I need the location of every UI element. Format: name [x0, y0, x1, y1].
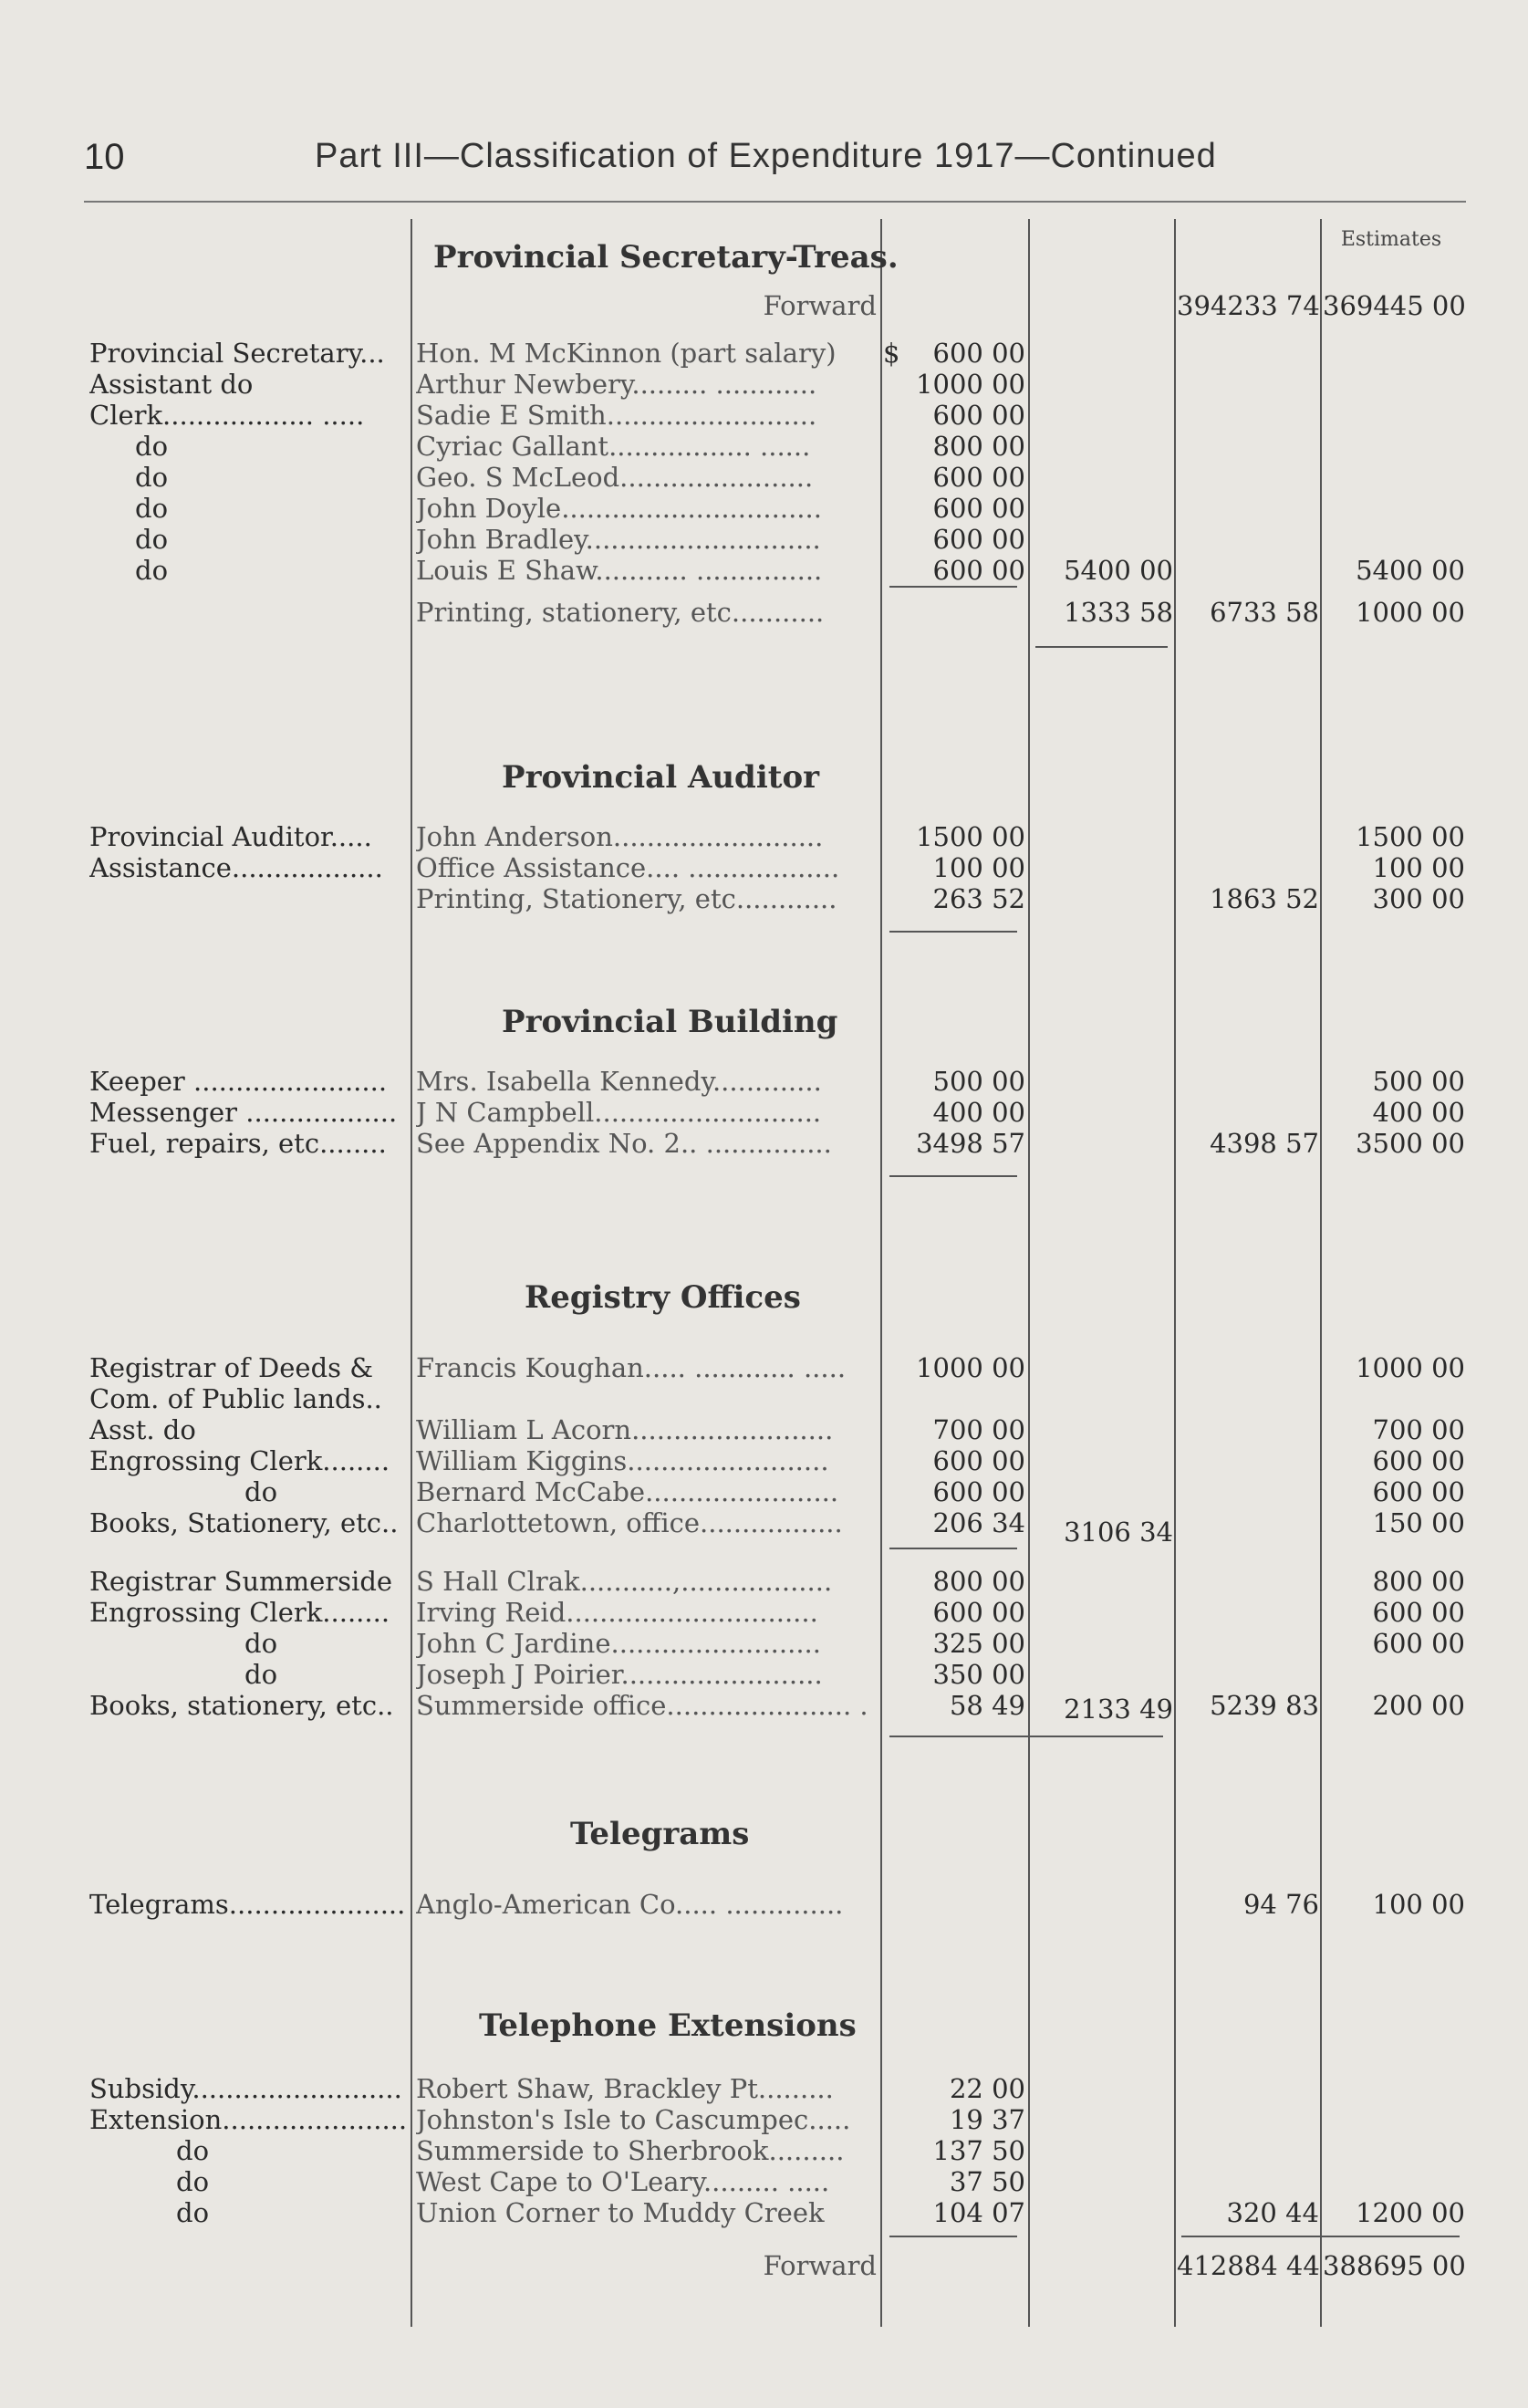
forward-amount: 394233 74	[1177, 290, 1320, 321]
row-estimate: 1000 00	[1356, 1352, 1465, 1383]
row-estimate: 800 00	[1372, 1566, 1465, 1597]
row-amount: 37 50	[949, 2166, 1025, 2197]
row-amount: 600 00	[932, 1476, 1025, 1507]
row-label: Subsidy.........................	[89, 2073, 402, 2104]
table-row	[0, 462, 1528, 493]
table-row	[0, 2073, 1528, 2104]
row-estimate: 700 00	[1372, 1414, 1465, 1445]
table-row	[0, 369, 1528, 400]
row-payee: John Doyle...............................	[416, 493, 822, 524]
row-estimate: 1500 00	[1356, 821, 1465, 852]
row-payee: Anglo-American Co..... ..............	[416, 1889, 844, 1920]
table-row	[0, 524, 1528, 555]
row-payee: Geo. S McLeod.......................	[416, 462, 814, 493]
table-row	[0, 2166, 1528, 2197]
subtotal-rule	[889, 1175, 1017, 1177]
row-subtotal: 1333 58	[1064, 597, 1173, 628]
row-payee: Cyriac Gallant................. ......	[416, 431, 811, 462]
row-label: Assistant do	[89, 369, 254, 400]
page-header	[0, 137, 1528, 192]
row-label: Books, stationery, etc..	[89, 1690, 394, 1721]
subtotal-rule	[1181, 2236, 1460, 2237]
row-label: Books, Stationery, etc..	[89, 1507, 399, 1538]
row-estimate: 600 00	[1372, 1445, 1465, 1476]
row-label: Keeper .......................	[89, 1066, 388, 1097]
row-label: do	[135, 431, 169, 462]
row-payee: William Kiggins........................	[416, 1445, 829, 1476]
row-estimate: 300 00	[1372, 883, 1465, 914]
table-row	[0, 555, 1528, 586]
section-title-telegrams: Telegrams	[570, 1816, 750, 1852]
table-row	[0, 338, 1528, 369]
row-payee: See Appendix No. 2.. ...............	[416, 1128, 832, 1159]
table-row	[0, 493, 1528, 524]
table-row	[0, 1476, 1528, 1507]
row-label: Messenger ..................	[89, 1097, 398, 1128]
forward-label: Forward	[763, 290, 877, 321]
row-amount: 600 00	[932, 555, 1025, 586]
table-row	[0, 1445, 1528, 1476]
row-label: Com. of Public lands..	[89, 1383, 382, 1414]
row-estimate: 600 00	[1372, 1476, 1465, 1507]
row-amount: 500 00	[932, 1066, 1025, 1097]
row-label: do	[135, 462, 169, 493]
row-payee: Johnston's Isle to Cascumpec.....	[416, 2104, 851, 2135]
row-estimate: 1200 00	[1356, 2197, 1465, 2228]
row-amount: 137 50	[932, 2135, 1025, 2166]
row-label: Asst. do	[89, 1414, 196, 1445]
header-rule	[84, 201, 1466, 203]
row-estimate: 100 00	[1372, 1889, 1465, 1920]
row-estimate: 1000 00	[1356, 597, 1465, 628]
section-title-telephone: Telephone Extensions	[479, 2007, 857, 2044]
row-subtotal: 5400 00	[1064, 555, 1173, 586]
row-estimate: 400 00	[1372, 1097, 1465, 1128]
subtotal-rule	[889, 586, 1017, 588]
subtotal-rule	[889, 2236, 1017, 2237]
table-row	[0, 1690, 1528, 1725]
table-row	[0, 1414, 1528, 1445]
section-title-registry: Registry Offices	[525, 1279, 801, 1316]
table-row	[0, 400, 1528, 431]
estimates-column-header: Estimates	[1340, 228, 1442, 251]
row-label: Engrossing Clerk........	[89, 1597, 390, 1628]
row-payee: John Bradley............................	[416, 524, 821, 555]
row-amount: 600 00	[932, 338, 1025, 369]
row-label: Extension......................	[89, 2104, 407, 2135]
row-payee: Joseph J Poirier........................	[416, 1659, 823, 1690]
section-title-auditor: Provincial Auditor	[502, 759, 820, 796]
row-amount: 100 00	[932, 852, 1025, 883]
table-row	[0, 2135, 1528, 2166]
row-label: Engrossing Clerk........	[89, 1445, 390, 1476]
table-row	[0, 2104, 1528, 2135]
row-amount: 206 34	[932, 1507, 1025, 1538]
row-amount: 104 07	[932, 2197, 1025, 2228]
forward-estimate: 388695 00	[1323, 2250, 1466, 2281]
row-amount: 1500 00	[916, 821, 1025, 852]
row-label: Registrar of Deeds &	[89, 1352, 374, 1383]
row-payee: West Cape to O'Leary......... .....	[416, 2166, 830, 2197]
row-amount: 350 00	[932, 1659, 1025, 1690]
forward-amount: 412884 44	[1177, 2250, 1320, 2281]
row-amount: 3498 57	[916, 1128, 1025, 1159]
row-label: Assistance..................	[89, 852, 383, 883]
row-label: do	[135, 493, 169, 524]
row-estimate: 100 00	[1372, 852, 1465, 883]
row-amount: 1000 00	[916, 369, 1025, 400]
row-subtotal: 2133 49	[1064, 1694, 1173, 1725]
forward-label: Forward	[763, 2250, 877, 2281]
row-label: do	[135, 555, 169, 586]
row-payee: Printing, Stationery, etc............	[416, 883, 837, 914]
row-payee: Union Corner to Muddy Creek	[416, 2197, 825, 2228]
row-payee: S Hall Clrak...........,..................	[416, 1566, 833, 1597]
row-amount: 22 00	[949, 2073, 1025, 2104]
table-row	[0, 1383, 1528, 1414]
row-label: do	[244, 1659, 278, 1690]
row-payee: Charlottetown, office.................	[416, 1507, 843, 1538]
row-amount: 19 37	[949, 2104, 1025, 2135]
row-label: Registrar Summerside	[89, 1566, 393, 1597]
row-payee: Bernard McCabe.......................	[416, 1476, 839, 1507]
row-total: 5239 83	[1210, 1690, 1319, 1721]
subtotal-rule	[1035, 646, 1168, 648]
section-title-secretary: Provincial Secretary-Treas.	[433, 239, 899, 276]
row-amount: 263 52	[932, 883, 1025, 914]
row-amount: 600 00	[932, 462, 1025, 493]
row-payee: Irving Reid..............................	[416, 1597, 818, 1628]
row-label: Clerk.................. .....	[89, 400, 365, 431]
table-row	[0, 883, 1528, 914]
table-row	[0, 852, 1528, 883]
table-row	[0, 1507, 1528, 1548]
row-amount: 800 00	[932, 1566, 1025, 1597]
table-row	[0, 1097, 1528, 1128]
row-payee: Hon. M McKinnon (part salary)	[416, 338, 837, 369]
row-label: do	[176, 2197, 210, 2228]
row-amount: 800 00	[932, 431, 1025, 462]
row-total: 6733 58	[1210, 597, 1319, 628]
row-amount: 600 00	[932, 1597, 1025, 1628]
row-subtotal: 3106 34	[1064, 1517, 1173, 1548]
row-payee: Office Assistance.... ..................	[416, 852, 840, 883]
row-label: do	[176, 2166, 210, 2197]
dollar-sign: $	[883, 338, 900, 369]
row-estimate: 5400 00	[1356, 555, 1465, 586]
row-amount: 600 00	[932, 1445, 1025, 1476]
row-amount: 600 00	[932, 493, 1025, 524]
table-row	[0, 2197, 1528, 2228]
row-total: 1863 52	[1210, 883, 1319, 914]
row-payee: John C Jardine.........................	[416, 1628, 821, 1659]
row-payee: Robert Shaw, Brackley Pt.........	[416, 2073, 834, 2104]
row-payee: Louis E Shaw........... ...............	[416, 555, 823, 586]
running-title: Part III—Classification of Expenditure 1917—Continued	[315, 137, 1217, 175]
row-amount: 600 00	[932, 524, 1025, 555]
row-label: do	[176, 2135, 210, 2166]
forward-row	[0, 290, 1528, 321]
subtotal-rule	[889, 1548, 1017, 1549]
row-amount: 1000 00	[916, 1352, 1025, 1383]
page-number: 10	[84, 137, 125, 177]
row-payee: Sadie E Smith.........................	[416, 400, 817, 431]
row-label: do	[135, 524, 169, 555]
row-label: Telegrams.....................	[89, 1889, 406, 1920]
row-total: 4398 57	[1210, 1128, 1319, 1159]
section-title-building: Provincial Building	[502, 1004, 838, 1040]
row-payee: William L Acorn........................	[416, 1414, 834, 1445]
forward-estimate: 369445 00	[1323, 290, 1466, 321]
row-label: Provincial Secretary...	[89, 338, 385, 369]
row-estimate: 3500 00	[1356, 1128, 1465, 1159]
row-payee: Summerside to Sherbrook.........	[416, 2135, 845, 2166]
row-estimate: 150 00	[1372, 1507, 1465, 1538]
row-estimate: 600 00	[1372, 1628, 1465, 1659]
row-estimate: 600 00	[1372, 1597, 1465, 1628]
row-payee: John Anderson.........................	[416, 821, 824, 852]
row-total: 94 76	[1242, 1889, 1319, 1920]
subtotal-rule	[889, 931, 1017, 933]
row-amount: 400 00	[932, 1097, 1025, 1128]
table-row	[0, 821, 1528, 852]
table-row	[0, 1628, 1528, 1659]
table-row	[0, 1128, 1528, 1159]
table-row	[0, 597, 1528, 628]
table-row	[0, 1597, 1528, 1628]
row-payee: Mrs. Isabella Kennedy.............	[416, 1066, 822, 1097]
row-payee: Summerside office...................... .	[416, 1690, 868, 1721]
table-row	[0, 1889, 1528, 1920]
row-label: Fuel, repairs, etc........	[89, 1128, 387, 1159]
row-payee: Printing, stationery, etc...........	[416, 597, 825, 628]
row-estimate: 200 00	[1372, 1690, 1465, 1721]
row-label: Provincial Auditor.....	[89, 821, 372, 852]
row-amount: 600 00	[932, 400, 1025, 431]
row-estimate: 500 00	[1372, 1066, 1465, 1097]
table-row	[0, 1066, 1528, 1097]
row-amount: 700 00	[932, 1414, 1025, 1445]
table-row	[0, 431, 1528, 462]
row-amount: 58 49	[949, 1690, 1025, 1721]
row-label: do	[244, 1476, 278, 1507]
row-total: 320 44	[1226, 2197, 1319, 2228]
subtotal-rule	[889, 1736, 1163, 1737]
table-row	[0, 1659, 1528, 1690]
row-payee: Francis Koughan..... ............ .....	[416, 1352, 847, 1383]
table-row	[0, 1352, 1528, 1383]
row-payee: J N Campbell...........................	[416, 1097, 822, 1128]
row-label: do	[244, 1628, 278, 1659]
forward-row	[0, 2250, 1528, 2281]
row-payee: Arthur Newbery......... ............	[416, 369, 817, 400]
row-amount: 325 00	[932, 1628, 1025, 1659]
table-row	[0, 1566, 1528, 1597]
